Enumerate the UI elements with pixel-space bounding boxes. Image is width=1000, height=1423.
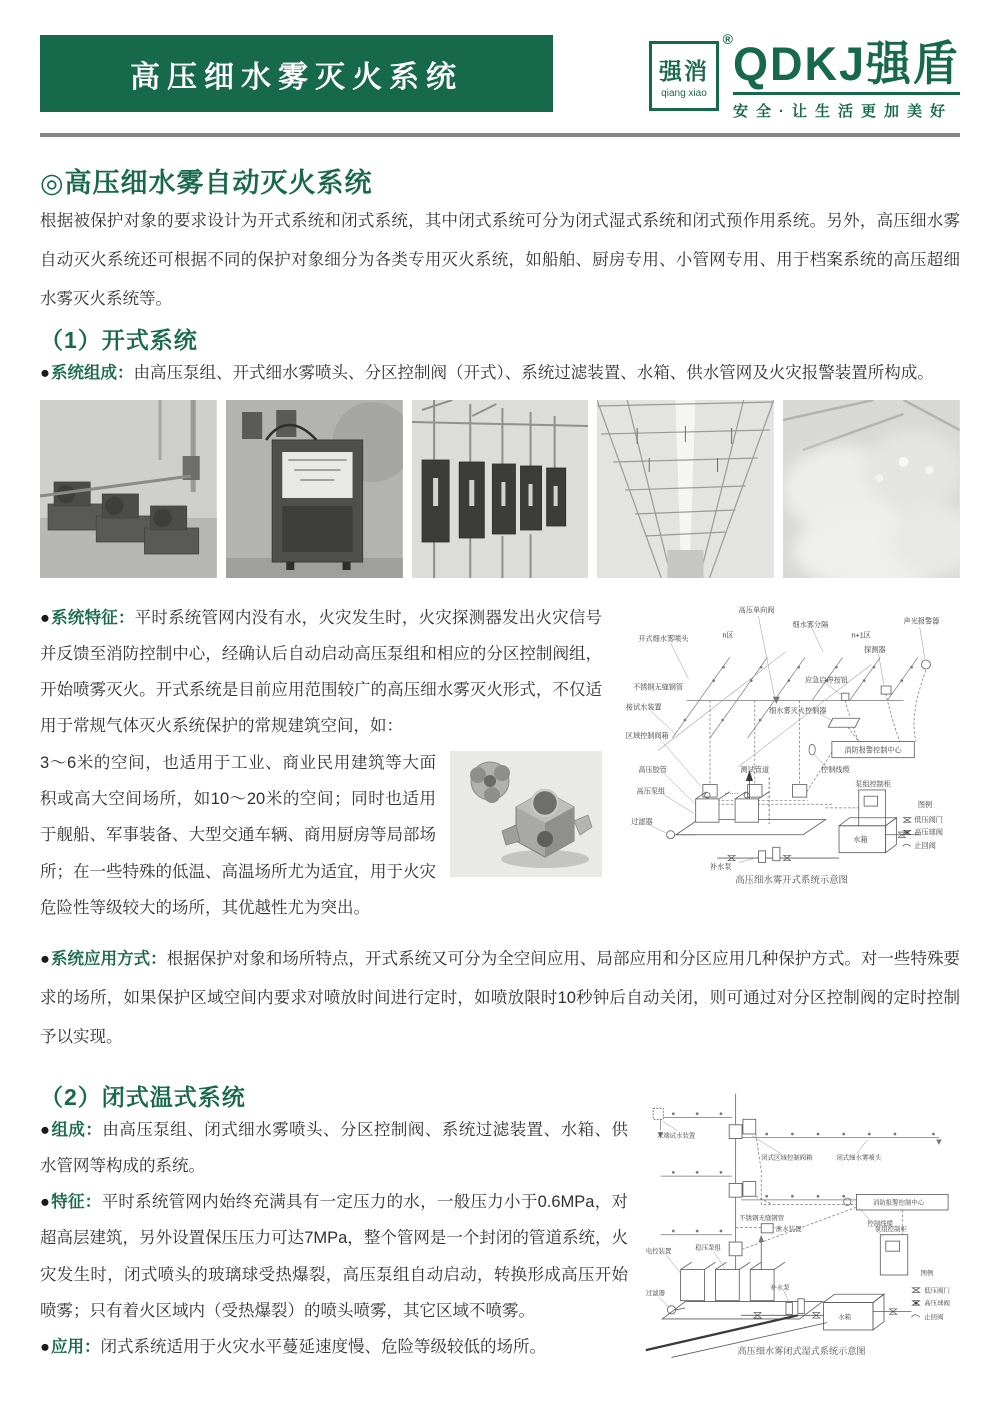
heading-open-system: （1）开式系统 bbox=[40, 327, 198, 354]
seal-chinese: 强消 bbox=[658, 58, 709, 84]
d2-label-closed-nozzle: 闭式细水雾喷头 bbox=[836, 1154, 882, 1162]
d1-label-pipe: 不锈钢无缝钢管 bbox=[632, 683, 684, 692]
brand-wordmark: QDKJ强盾 bbox=[732, 36, 960, 91]
d1-label-fire-center: 消防报警控制中心 bbox=[844, 745, 902, 754]
d1-label-zone-valve-box: 区域控制阀箱 bbox=[625, 731, 669, 740]
d1-label-zone-n1: n+1区 bbox=[851, 631, 871, 640]
open-system-diagram bbox=[624, 600, 960, 927]
feature-text-column bbox=[40, 600, 602, 927]
header-divider bbox=[40, 133, 960, 137]
d2-label-filter: 过滤器 bbox=[645, 1289, 666, 1297]
d2-label-tank: 水箱 bbox=[838, 1313, 852, 1321]
d1-label-check-valve: 高压单向阀 bbox=[738, 606, 775, 615]
document-title-banner bbox=[40, 35, 553, 112]
d1-label-filter: 过滤器 bbox=[631, 817, 653, 826]
brand-tagline: 安全·让生活更加美好 bbox=[733, 92, 960, 121]
d1-label-mist-controller: 细水雾灭火控制器 bbox=[769, 706, 827, 715]
bullet-icon: ● bbox=[40, 364, 50, 383]
bullet-icon: ● bbox=[40, 1338, 50, 1357]
qiangxiao-seal-logo bbox=[649, 31, 733, 111]
page-header bbox=[40, 0, 960, 121]
closed-composition-text: 由高压泵组、闭式细水雾喷头、分区控制阀、系统过滤装置、水箱、供水管网等构成的系统。 bbox=[40, 1120, 629, 1175]
pump-units-image bbox=[40, 400, 217, 578]
d2-label-fire-center: 消防报警控制中心 bbox=[872, 1199, 925, 1207]
d2-label-closed-valve-box: 闭式区域控制阀箱 bbox=[761, 1154, 813, 1162]
d1-legend-lp: 低压阀门 bbox=[914, 815, 943, 824]
d2-label-elec: 电控装置 bbox=[645, 1247, 672, 1255]
application-paragraph bbox=[40, 940, 960, 1056]
d1-label-test-water: 接试水装置 bbox=[625, 702, 662, 711]
closed-system-diagram bbox=[644, 1079, 960, 1368]
bullet-icon: ● bbox=[40, 950, 50, 969]
d2-caption: 高压细水雾闭式湿式系统示意图 bbox=[737, 1345, 866, 1356]
feature-paragraph-2 bbox=[40, 745, 602, 926]
d1-caption: 高压细水雾开式系统示意图 bbox=[735, 873, 848, 885]
closed-application-label: 应用： bbox=[50, 1338, 101, 1357]
open-system-schematic bbox=[624, 600, 960, 889]
seal-pinyin: qiang xiao bbox=[661, 88, 707, 99]
d2-label-control-cable: 控制线缆 bbox=[867, 1220, 894, 1228]
d1-label-mist-partition: 细水雾分隔 bbox=[792, 620, 829, 629]
photo-ceiling-pipework bbox=[597, 400, 774, 578]
open-composition-line bbox=[40, 355, 960, 391]
photo-control-cabinet bbox=[226, 400, 403, 578]
control-cabinet-image bbox=[226, 400, 403, 578]
photo-mist-discharge bbox=[783, 400, 960, 578]
closed-text-column bbox=[40, 1075, 628, 1368]
closed-composition-label: 组成： bbox=[51, 1120, 103, 1139]
valve-boxes-image bbox=[412, 400, 589, 578]
closed-application-line bbox=[40, 1329, 628, 1365]
feature-text-2: 3～6米的空间，也适用于工业、商业民用建筑等大面积或高大空间场所，如10～20米的空间；同时也适用于舰船、军事装备、大型交通车辆、商用厨房等局部场所；在一些特殊的低温、高温场所尤为适宜，用于火灾危险性等级较大的场所，其优越性尤为突出。 bbox=[40, 753, 436, 917]
closed-feature-line bbox=[40, 1184, 628, 1329]
d1-label-estop: 应急启停按钮 bbox=[804, 676, 848, 685]
photo-strip bbox=[40, 400, 960, 578]
d2-label-end-test: 末端试水装置 bbox=[656, 1132, 696, 1140]
d1-label-alarm: 声光报警器 bbox=[903, 616, 940, 625]
closed-composition-line bbox=[40, 1112, 628, 1185]
registered-trademark-icon: ® bbox=[722, 31, 733, 47]
d1-label-makeup-pump: 补水泵 bbox=[710, 862, 732, 871]
d1-label-pump-cabinet: 泵组控制柜 bbox=[855, 779, 891, 788]
d2-legend-title: 图例 bbox=[920, 1269, 934, 1277]
open-composition-text: 由高压泵组、开式细水雾喷头、分区控制阀（开式）、系统过滤装置、水箱、供水管网及火灾报警装置所构成。 bbox=[133, 364, 934, 383]
feature-text-1: 平时系统管网内没有水，火灾发生时，火灾探测器发出火灾信号并反馈至消防控制中心，经确认后自动启动高压泵组和相应的分区控制阀组，开始喷雾灭火。开式系统是目前应用范围较广的高压细水雾灭火形式，不仅适用于常规气体灭火系统保护的常规建筑空间，如： bbox=[40, 608, 603, 736]
d1-label-tank: 水箱 bbox=[853, 835, 868, 844]
photo-valve-boxes bbox=[412, 400, 589, 578]
d1-legend-check: 止回阀 bbox=[914, 841, 936, 850]
feature-label: 系统特征： bbox=[51, 608, 135, 627]
d2-legend-check: 止回阀 bbox=[924, 1313, 944, 1321]
document-title: 高压细水雾灭火系统 bbox=[130, 60, 463, 94]
intro-paragraph: 根据被保护对象的要求设计为开式系统和闭式系统，其中闭式系统可分为闭式湿式系统和闭式预作用系统。另外，高压细水雾自动灭火系统还可根据不同的保护对象细分为各类专用灭火系统，如船舶、厨房专用、小管网专用、用于档案系统的高压超细水雾灭火系统等。 bbox=[40, 212, 960, 308]
d2-label-makeup-pump: 补水泵 bbox=[770, 1284, 790, 1292]
d1-label-test-pipe: 测试管道 bbox=[740, 765, 770, 774]
d1-label-hp-hose: 高压胶管 bbox=[638, 765, 667, 774]
bullet-icon: ● bbox=[40, 1193, 51, 1212]
photo-pump-units bbox=[40, 400, 217, 578]
closed-feature-text: 平时系统管网内始终充满具有一定压力的水，一般压力小于0.6MPa，对超高层建筑，另外设置保压压力可达7MPa，整个管网是一个封闭的管道系统，火灾发生时，闭式喷头的玻璃球受热爆裂，高压泵组自动启动，转换形成高压开始喷雾；只有着火区域内（受热爆裂）的喷头喷雾，其它区域不喷雾。 bbox=[40, 1193, 629, 1321]
d1-label-open-nozzle: 开式细水雾喷头 bbox=[638, 634, 689, 643]
section-title-auto-system: ◎高压细水雾自动灭火系统 bbox=[40, 168, 373, 198]
closed-system-schematic bbox=[644, 1079, 960, 1368]
bullet-icon: ● bbox=[40, 608, 51, 627]
d2-label-drain: 泄水装置 bbox=[775, 1225, 802, 1233]
d1-label-dots: ······ bbox=[724, 788, 739, 797]
bullet-icon: ● bbox=[40, 1120, 51, 1139]
feature-section bbox=[40, 600, 960, 927]
ceiling-pipework-image bbox=[597, 400, 774, 578]
d1-label-control-cable: 控制线缆 bbox=[821, 765, 850, 774]
closed-system-section bbox=[40, 1075, 960, 1368]
d2-legend-hp: 高压球阀 bbox=[924, 1299, 950, 1307]
d2-label-stab-pumps: 稳压泵组 bbox=[695, 1243, 721, 1251]
application-label: 系统应用方式： bbox=[51, 950, 167, 969]
d2-label-pipe: 不锈钢无缝钢管 bbox=[739, 1214, 785, 1222]
brand-block bbox=[732, 36, 960, 121]
d1-legend-hp: 高压球阀 bbox=[914, 828, 943, 837]
seal-box bbox=[649, 41, 719, 111]
heading-closed-system: （2）闭式温式系统 bbox=[40, 1083, 246, 1110]
open-composition-label: 系统组成： bbox=[50, 364, 134, 383]
d1-label-detector: 探测器 bbox=[864, 645, 886, 654]
nozzle-photo bbox=[450, 751, 602, 877]
mist-discharge-image bbox=[783, 400, 960, 578]
closed-application-text: 闭式系统适用于火灾水平蔓延速度慢、危险等级较低的场所。 bbox=[100, 1338, 546, 1357]
application-text: 根据保护对象和场所特点，开式系统又可分为全空间应用、局部应用和分区应用几种保护方式。对一些特殊要求的场所，如果保护区域空间内要求对喷放时间进行定时，如喷放限时10秒钟后自动关闭，则可通过对分区控制阀的定时控制予以实现。 bbox=[40, 950, 961, 1046]
d1-label-hp-pumps: 高压泵组 bbox=[636, 787, 666, 796]
closed-feature-label: 特征： bbox=[51, 1193, 102, 1212]
brand-logo bbox=[649, 31, 960, 121]
mist-nozzle-image bbox=[450, 751, 602, 877]
d1-label-zone-n: n区 bbox=[722, 631, 734, 640]
d2-label-pump-cabinet: 泵组控制柜 bbox=[874, 1225, 907, 1233]
d2-legend-lp: 低压阀门 bbox=[924, 1286, 950, 1294]
d1-legend-title: 图例 bbox=[917, 800, 933, 809]
feature-paragraph-1 bbox=[40, 600, 602, 745]
